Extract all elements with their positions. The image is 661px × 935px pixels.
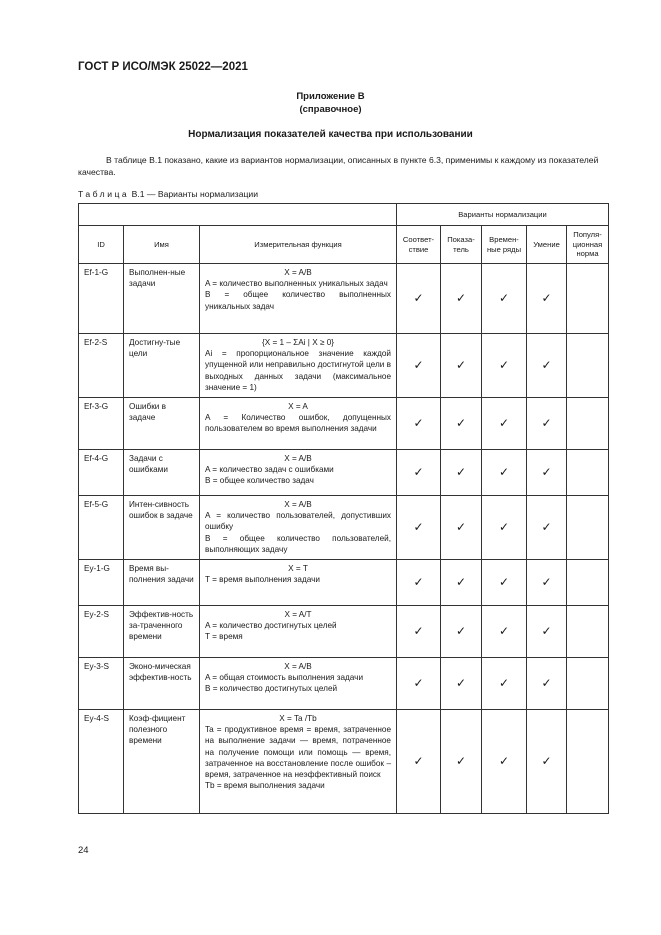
check-mark: ✓ <box>441 560 482 606</box>
row-formula-line: A = количество достигнутых целей <box>205 621 337 631</box>
col-header-compliance: Соответ-ствие <box>397 226 441 264</box>
check-mark: ✓ <box>397 334 441 398</box>
row-id: Ey-3-S <box>79 658 124 710</box>
empty-cell <box>567 334 609 398</box>
table-row <box>79 560 609 606</box>
empty-cell <box>567 450 609 496</box>
col-header-name: Имя <box>124 226 200 264</box>
empty-header-cell <box>79 204 397 226</box>
row-id: Ef-1-G <box>79 264 124 334</box>
row-function <box>200 606 397 658</box>
check-mark: ✓ <box>527 496 567 560</box>
row-function <box>200 496 397 560</box>
row-formula-line: B = общее количество задач <box>205 476 314 486</box>
check-mark: ✓ <box>441 450 482 496</box>
check-mark: ✓ <box>397 398 441 450</box>
row-function <box>200 398 397 450</box>
col-header-function: Измерительная функция <box>200 226 397 264</box>
row-formula-line: Ta = продуктивное время = время, затраченное на выполнение задачи — время, потраченное на получение помощи или помощь — время, затраченное на восстановление после ошибок – время, затраченное на неэффективный поиск <box>205 725 391 780</box>
row-formula-line: T = время <box>205 632 243 642</box>
row-function <box>200 450 397 496</box>
row-function <box>200 264 397 334</box>
empty-cell <box>567 560 609 606</box>
intro-paragraph: В таблице В.1 показано, какие из вариантов нормализации, описанных в пункте 6.3, применимы к каждому из показателей качества. <box>78 155 599 177</box>
row-formula-line: A = количество пользователей, допустивших ошибку <box>205 511 391 532</box>
check-mark: ✓ <box>527 334 567 398</box>
check-mark: ✓ <box>482 606 527 658</box>
row-id: Ey-2-S <box>79 606 124 658</box>
table-row <box>79 606 609 658</box>
check-mark: ✓ <box>482 398 527 450</box>
col-header-population-norm: Популя-ционная норма <box>567 226 609 264</box>
caption-text: В.1 — Варианты нормализации <box>129 189 259 199</box>
empty-cell <box>567 710 609 814</box>
row-name: Коэф-фициент полезного времени <box>124 710 200 814</box>
row-formula-line: B = общее количество выполненных уникальных задач <box>205 290 391 311</box>
check-mark: ✓ <box>482 450 527 496</box>
normalization-table <box>78 203 609 814</box>
check-mark: ✓ <box>441 334 482 398</box>
table-row <box>79 710 609 814</box>
row-function <box>200 710 397 814</box>
row-formula: {X = 1 – ΣAi | X ≥ 0} <box>262 338 334 347</box>
row-formula: X = A <box>288 402 308 411</box>
check-mark: ✓ <box>527 398 567 450</box>
row-formula: X = A/T <box>284 610 312 619</box>
empty-cell <box>567 264 609 334</box>
table-row <box>79 398 609 450</box>
row-formula-line: A = Количество ошибок, допущенных пользователем во время выполнения задачи <box>205 413 391 434</box>
check-mark: ✓ <box>397 606 441 658</box>
check-mark: ✓ <box>482 264 527 334</box>
check-mark: ✓ <box>397 450 441 496</box>
check-mark: ✓ <box>482 560 527 606</box>
col-header-time-series: Времен-ные ряды <box>482 226 527 264</box>
row-id: Ef-3-G <box>79 398 124 450</box>
row-formula: X = T <box>288 564 308 573</box>
check-mark: ✓ <box>527 264 567 334</box>
row-id: Ef-5-G <box>79 496 124 560</box>
table-row <box>79 334 609 398</box>
row-formula-line: T = время выполнения задачи <box>205 575 320 585</box>
row-name: Ошибки в задаче <box>124 398 200 450</box>
col-header-skill: Умение <box>527 226 567 264</box>
check-mark: ✓ <box>482 334 527 398</box>
check-mark: ✓ <box>397 264 441 334</box>
check-mark: ✓ <box>527 710 567 814</box>
check-mark: ✓ <box>527 560 567 606</box>
row-formula-line: A = количество задач с ошибками <box>205 465 334 475</box>
row-name: Задачи с ошибками <box>124 450 200 496</box>
page-number: 24 <box>78 845 89 856</box>
check-mark: ✓ <box>482 658 527 710</box>
row-id: Ef-2-S <box>79 334 124 398</box>
table-caption <box>78 189 258 199</box>
check-mark: ✓ <box>527 606 567 658</box>
section-title: Нормализация показателей качества при использовании <box>188 129 473 140</box>
row-formula-line: B = количество достигнутых целей <box>205 684 338 694</box>
row-name: Достигну-тые цели <box>124 334 200 398</box>
check-mark: ✓ <box>441 496 482 560</box>
row-formula-line: Ai = пропорциональное значение каждой упущенной или неправильно достигнутой цели в выходных данных задачи (максимальное значение = 1) <box>205 349 391 392</box>
empty-cell <box>567 658 609 710</box>
row-id: Ey-1-G <box>79 560 124 606</box>
row-name: Интен-сивность ошибок в задаче <box>124 496 200 560</box>
appendix-title: Приложение В <box>296 91 365 102</box>
document-header: ГОСТ Р ИСО/МЭК 25022—2021 <box>78 61 248 73</box>
row-formula: X = A/B <box>284 662 312 671</box>
row-formula: X = Ta /Tb <box>279 714 317 723</box>
check-mark: ✓ <box>397 496 441 560</box>
row-id: Ey-4-S <box>79 710 124 814</box>
caption-prefix: Таблица <box>78 189 130 199</box>
empty-cell <box>567 398 609 450</box>
row-formula-line: Tb = время выполнения задачи <box>205 781 325 791</box>
row-name: Эконо-мическая эффектив-ность <box>124 658 200 710</box>
check-mark: ✓ <box>441 398 482 450</box>
row-function <box>200 560 397 606</box>
check-mark: ✓ <box>441 658 482 710</box>
row-name: Эффектив-ность за-траченного времени <box>124 606 200 658</box>
empty-cell <box>567 496 609 560</box>
row-name: Время вы-полнения задачи <box>124 560 200 606</box>
row-function <box>200 658 397 710</box>
appendix-subtitle: (справочное) <box>299 104 362 115</box>
row-formula: X = A/B <box>284 454 312 463</box>
check-mark: ✓ <box>527 450 567 496</box>
check-mark: ✓ <box>441 710 482 814</box>
table-row <box>79 264 609 334</box>
check-mark: ✓ <box>441 606 482 658</box>
row-function <box>200 334 397 398</box>
col-header-indicator: Показа-тель <box>441 226 482 264</box>
table-row <box>79 496 609 560</box>
row-formula: X = A/B <box>284 500 312 509</box>
row-id: Ef-4-G <box>79 450 124 496</box>
row-name: Выполнен-ные задачи <box>124 264 200 334</box>
row-formula-line: A = общая стоимость выполнения задачи <box>205 673 364 683</box>
row-formula: X = A/B <box>284 268 312 277</box>
check-mark: ✓ <box>397 658 441 710</box>
variants-group-header: Варианты нормализации <box>397 204 609 226</box>
check-mark: ✓ <box>397 710 441 814</box>
check-mark: ✓ <box>482 496 527 560</box>
row-formula-line: B = общее количество пользователей, выполняющих задачу <box>205 533 391 554</box>
empty-cell <box>567 606 609 658</box>
col-header-id: ID <box>79 226 124 264</box>
table-row <box>79 450 609 496</box>
table-row <box>79 658 609 710</box>
check-mark: ✓ <box>527 658 567 710</box>
row-formula-line: A = количество выполненных уникальных задач <box>205 279 388 289</box>
check-mark: ✓ <box>441 264 482 334</box>
check-mark: ✓ <box>482 710 527 814</box>
check-mark: ✓ <box>397 560 441 606</box>
